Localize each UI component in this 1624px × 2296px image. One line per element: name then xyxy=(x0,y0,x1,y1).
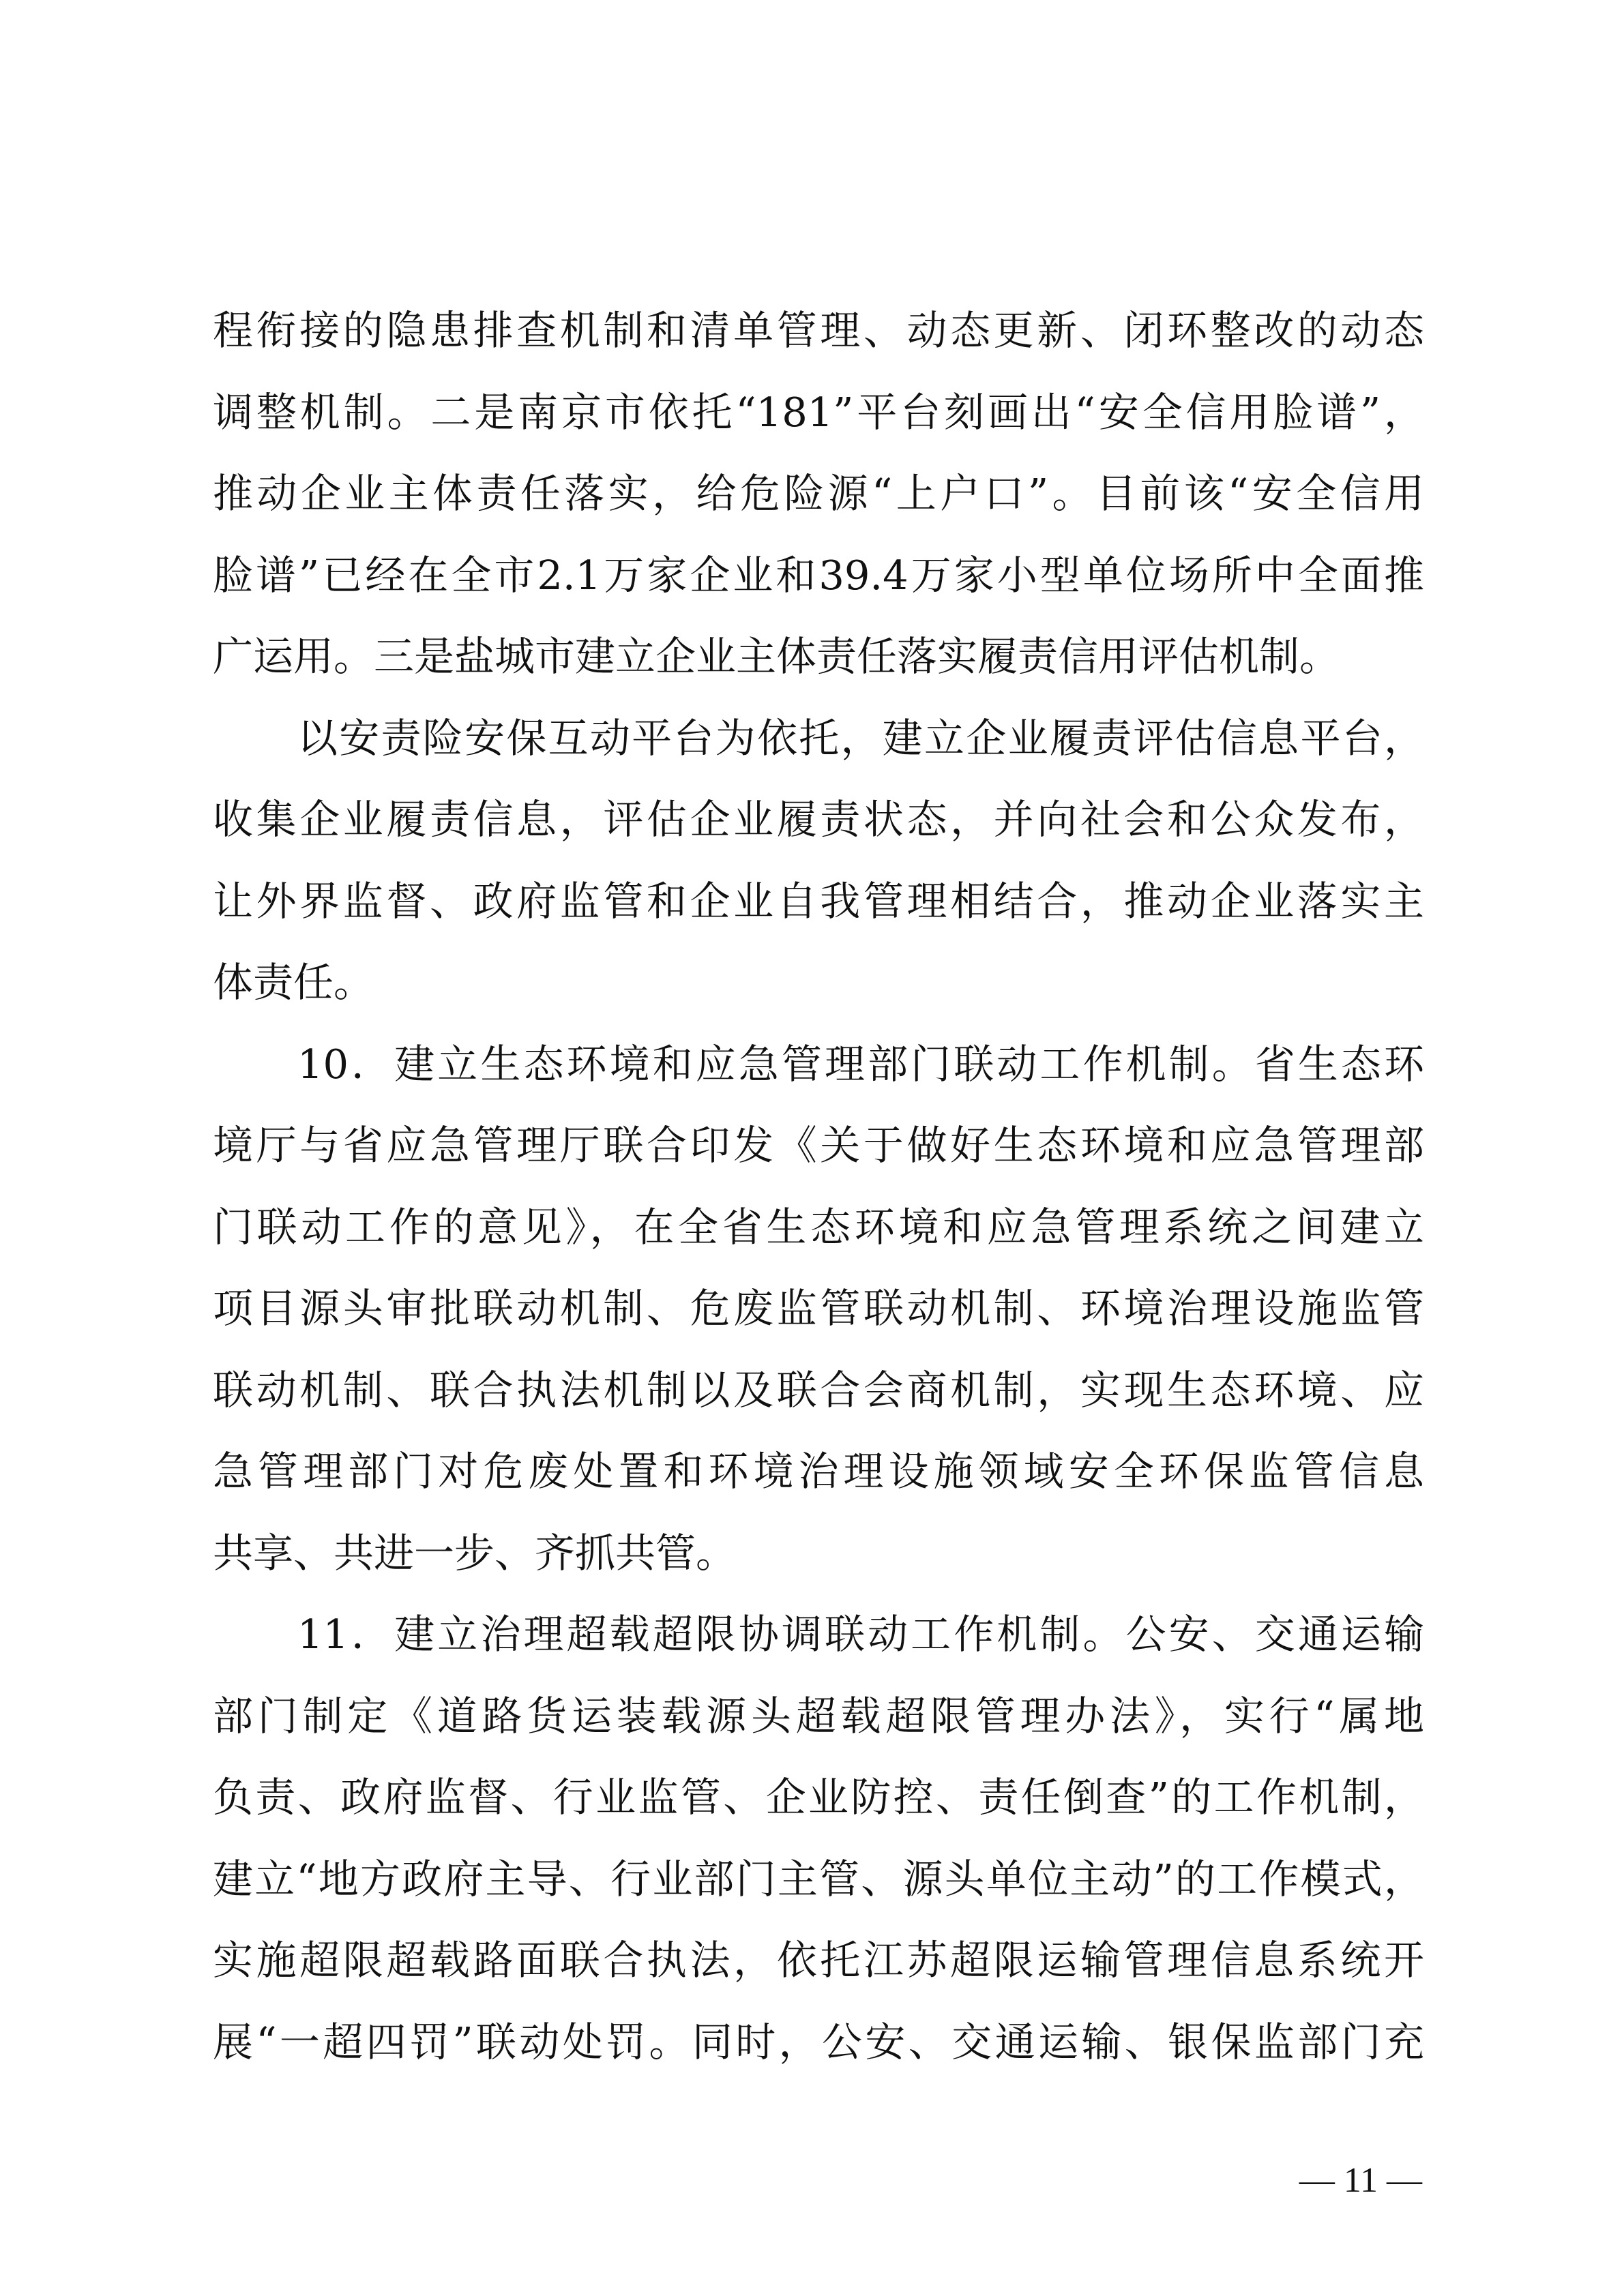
text-line: 联动机制、联合执法机制以及联合会商机制，实现生态环境、应 xyxy=(213,1366,1424,1414)
text-line: 收集企业履责信息，评估企业履责状态，并向社会和公众发布， xyxy=(213,796,1424,843)
text-line: 让外界监督、政府监管和企业自我管理相结合，推动企业落实主 xyxy=(213,877,1424,925)
text-line: 境厅与省应急管理厅联合印发《关于做好生态环境和应急管理部 xyxy=(213,1122,1424,1169)
text-line: 脸谱”已经在全市2.1万家企业和39.4万家小型单位场所中全面推 xyxy=(213,551,1424,599)
text-line: 以安责险安保互动平台为依托，建立企业履责评估信息平台， xyxy=(297,714,1424,762)
text-line: 展“一超四罚”联动处罚。同时，公安、交通运输、银保监部门充 xyxy=(213,2018,1424,2066)
text-line: 调整机制。二是南京市依托“181”平台刻画出“安全信用脸谱”， xyxy=(213,388,1424,436)
text-line: 建立“地方政府主导、行业部门主管、源头单位主动”的工作模式， xyxy=(213,1855,1424,1903)
text-line: 程衔接的隐患排查机制和清单管理、动态更新、闭环整改的动态 xyxy=(213,307,1424,354)
text-line: 广运用。三是盐城市建立企业主体责任落实履责信用评估机制。 xyxy=(213,633,1340,680)
text-line: 推动企业主体责任落实，给危险源“上户口”。目前该“安全信用 xyxy=(213,470,1424,517)
text-line: 急管理部门对危废处置和环境治理设施领域安全环保监管信息 xyxy=(213,1448,1424,1495)
text-line: 负责、政府监督、行业监管、企业防控、责任倒查”的工作机制， xyxy=(213,1774,1424,1821)
text-line: 部门制定《道路货运装载源头超载超限管理办法》，实行“属地 xyxy=(213,1692,1424,1740)
text-line: 体责任。 xyxy=(213,959,374,1006)
text-line: 11．建立治理超载超限协调联动工作机制。公安、交通运输 xyxy=(297,1611,1424,1658)
body-text xyxy=(213,290,1424,2083)
text-line: 门联动工作的意见》，在全省生态环境和应急管理系统之间建立 xyxy=(213,1203,1424,1251)
text-line: 共享、共进一步、齐抓共管。 xyxy=(213,1529,737,1577)
text-line: 10．建立生态环境和应急管理部门联动工作机制。省生态环 xyxy=(297,1040,1424,1088)
text-line: 实施超限超载路面联合执法，依托江苏超限运输管理信息系统开 xyxy=(213,1937,1424,1984)
text-line: 项目源头审批联动机制、危废监管联动机制、环境治理设施监管 xyxy=(213,1285,1424,1332)
page-number: — 11 — xyxy=(1299,2161,1422,2200)
